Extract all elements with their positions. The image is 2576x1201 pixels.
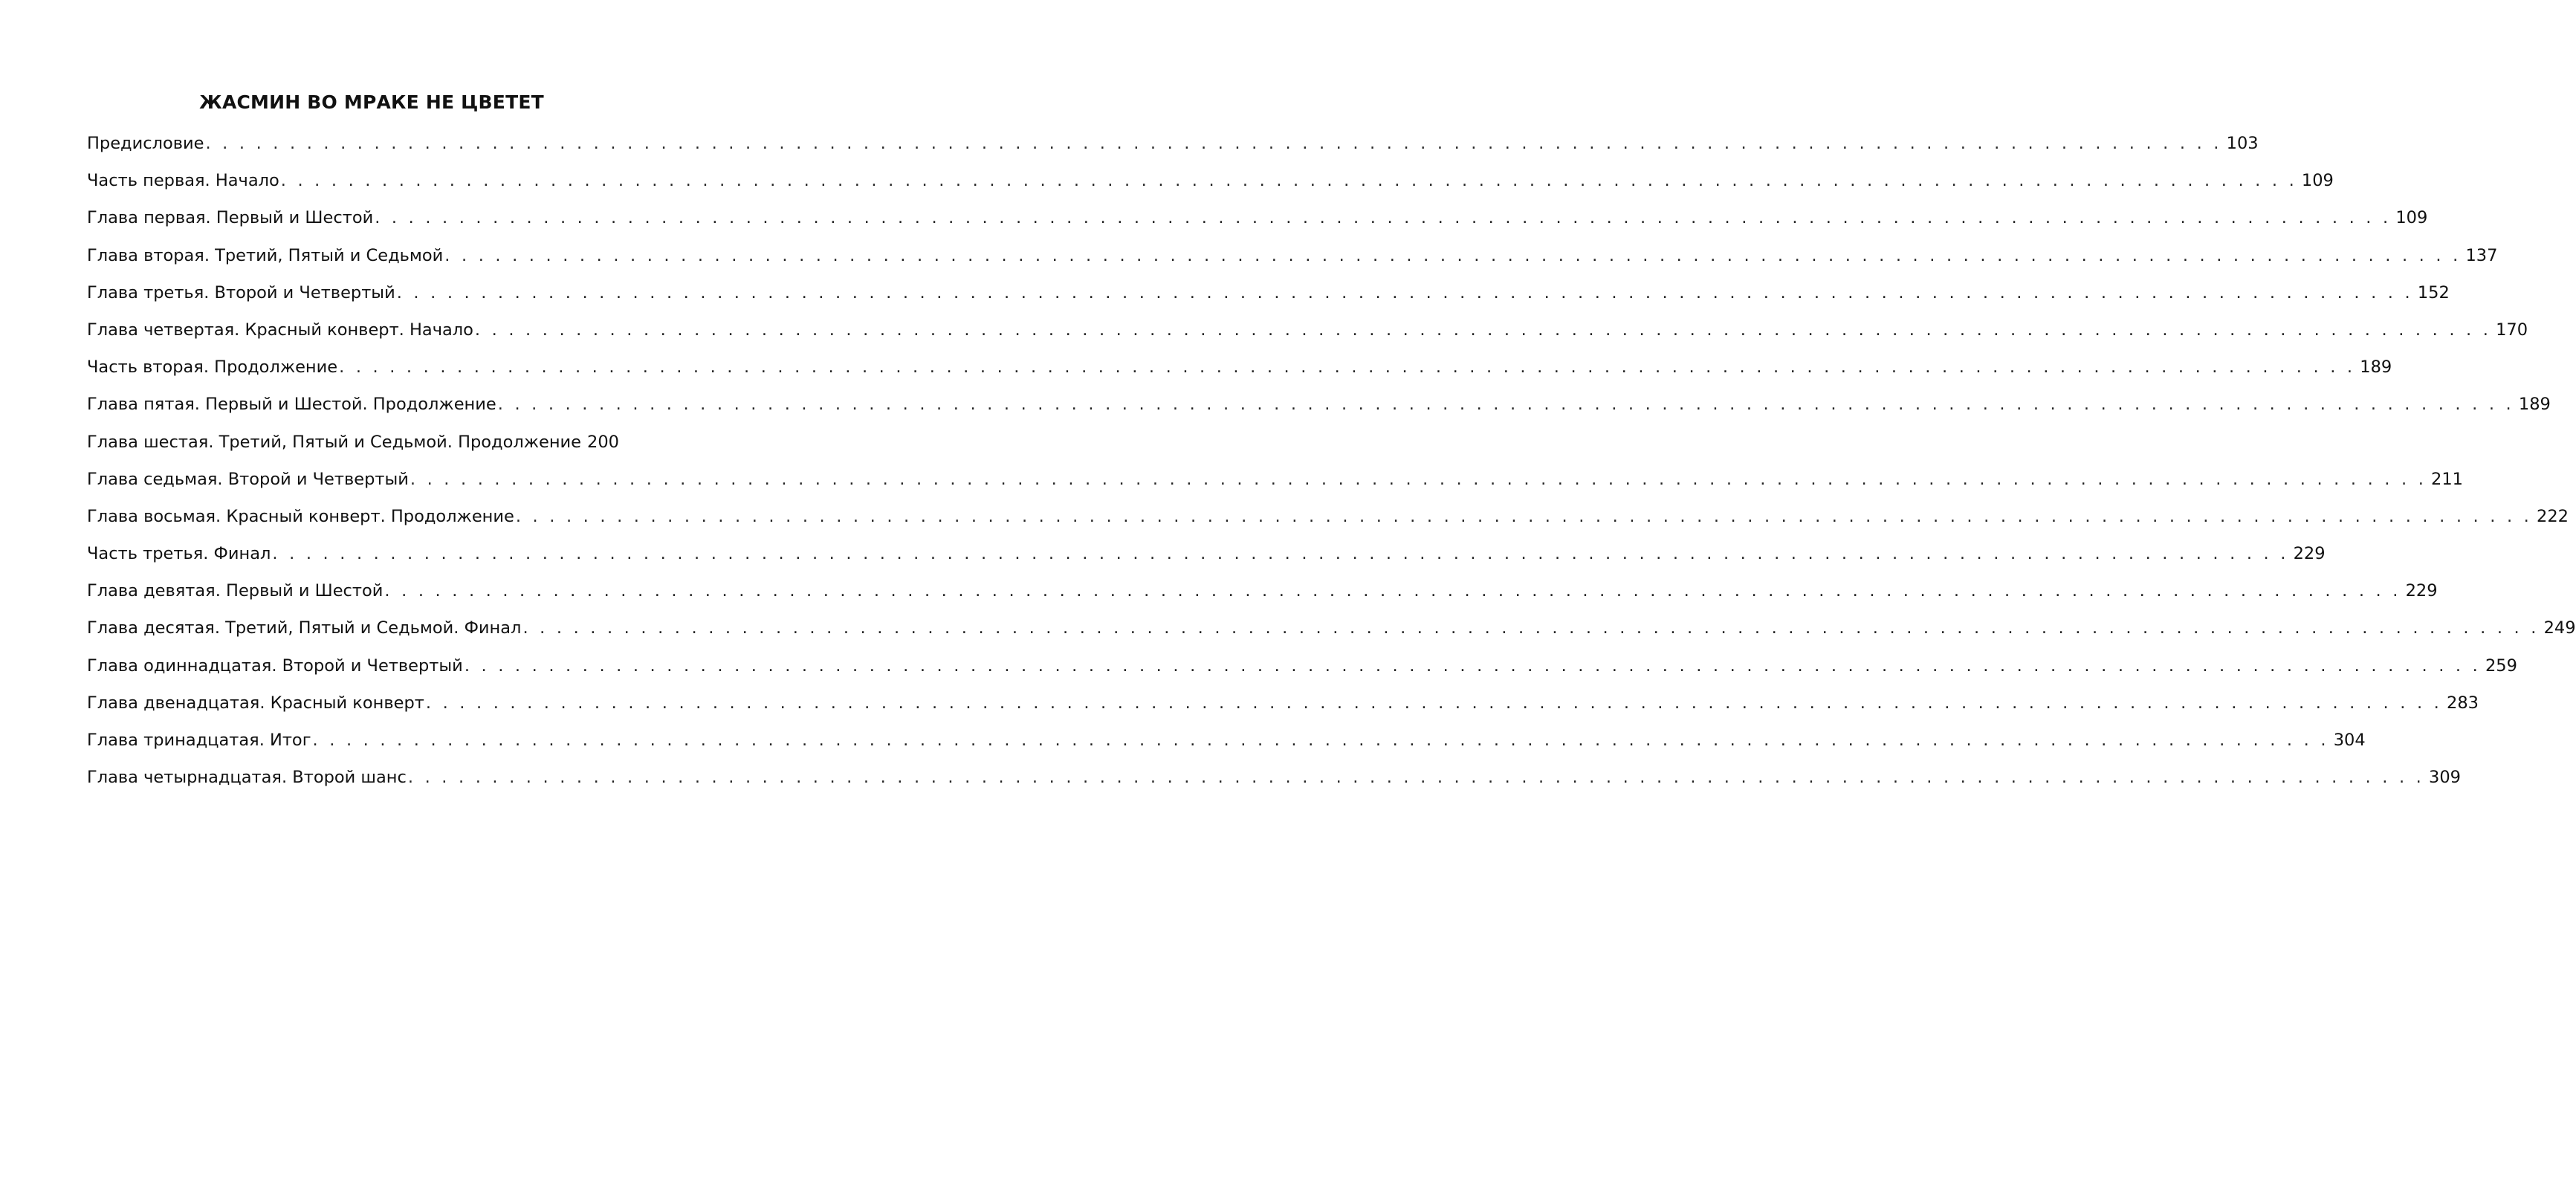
dot-leader: . . . . . . . . . . . . . . . . . . . . . . . . . . . . . . . . . . . . . . . . . . . . . . . . . . . . . . . . . . . . . . . . . . . . . . . . . . . . . . . . . . . . . . . . . . . . . . . . . . . . . . . . . . . . . . . . . . . . . . . . (410, 469, 2427, 489)
dot-leader: . . . . . . . . . . . . . . . . . . . . . . . . . . . . . . . . . . . . . . . . . . . . . . . . . . . . . . . . . . . . . . . . . . . . . . . . . . . . . . . . . . . . . . . . . . . . . . . . . . . . . . . . . . . . . . . . . . . . . . . . (375, 208, 2392, 228)
toc-entry-page: 109 (2301, 171, 2334, 191)
toc-entry (87, 162, 2334, 199)
toc-entry-label: Часть первая. Начало (87, 171, 279, 191)
toc-entry-page: 304 (2333, 731, 2366, 750)
dot-leader: . . . . . . . . . . . . . . . . . . . . . . . . . . . . . . . . . . . . . . . . . . . . . . . . . . . . . . . . . . . . . . . . . . . . . . . . . . . . . . . . . . . . . . . . . . . . . . . . . . . . . . . . . . . . . . . . . . . . . . . . (339, 357, 2356, 378)
toc-entry-page: 152 (2417, 282, 2450, 302)
toc-entry-page: 229 (2293, 544, 2326, 564)
toc-entry (87, 199, 2428, 236)
toc-entry-label: Глава восьмая. Красный конверт. Продолжение (87, 506, 514, 526)
toc-entry-page: 259 (2485, 655, 2517, 676)
dot-leader: . . . . . . . . . . . . . . . . . . . . . . . . . . . . . . . . . . . . . . . . . . . . . . . . . . . . . . . . . . . . . . . . . . . . . . . . . . . . . . . . . . . . . . . . . . . . . . . . . . . . . . . . . . . . . . . . . . . . . . . . (280, 171, 2297, 191)
toc-entry-label: Часть третья. Финал (87, 544, 271, 564)
toc-entry-label: Глава пятая. Первый и Шестой. Продолжение (87, 395, 496, 415)
toc-entry-label: Предисловие (87, 134, 204, 153)
toc-entry-label: Глава десятая. Третий, Пятый и Седьмой. Финал (87, 618, 522, 638)
toc-entry-label: Часть вторая. Продолжение (87, 357, 338, 378)
toc-entry (87, 572, 2438, 609)
toc-entry-label: Глава девятая. Первый и Шестой (87, 581, 384, 601)
toc-entry (87, 349, 2392, 386)
toc-entry (87, 311, 2528, 349)
toc-entry-label: Глава третья. Второй и Четвертый (87, 282, 395, 302)
toc-entry-page: 200 (587, 432, 619, 452)
toc-entry-label: Глава одиннадцатая. Второй и Четвертый (87, 655, 463, 676)
toc-entry (87, 498, 2569, 535)
toc-entry-page: 309 (2429, 768, 2461, 788)
toc-entry-label: Глава четырнадцатая. Второй шанс (87, 768, 407, 788)
dot-leader: . . . . . . . . . . . . . . . . . . . . . . . . . . . . . . . . . . . . . . . . . . . . . . . . . . . . . . . . . . . . . . . . . . . . . . . . . . . . . . . . . . . . . . . . . . . . . . . . . . . . . . . . . . . . . . . . . . . . . . . . (205, 134, 2222, 153)
toc-entry (87, 386, 2551, 423)
toc-entry-page: 211 (2431, 469, 2463, 489)
toc-entry-label: Глава первая. Первый и Шестой (87, 208, 374, 228)
dot-leader: . . . . . . . . . . . . . . . . . . . . . . . . . . . . . . . . . . . . . . . . . . . . . . . . . . . . . . . . . . . . . . . . . . . . . . . . . . . . . . . . . . . . . . . . . . . . . . . . . . . . . . . . . . . . . . . . . . . . . . . . (407, 768, 2425, 788)
toc-entry-page: 109 (2395, 208, 2428, 228)
toc-entry (87, 684, 2479, 722)
toc-entry (87, 274, 2450, 311)
dot-leader: . . . . . . . . . . . . . . . . . . . . . . . . . . . . . . . . . . . . . . . . . . . . . . . . . . . . . . . . . . . . . . . . . . . . . . . . . . . . . . . . . . . . . . . . . . . . . . . . . . . . . . . . . . . . . . . . . . . . . . . . (425, 693, 2443, 713)
dot-leader: . . . . . . . . . . . . . . . . . . . . . . . . . . . . . . . . . . . . . . . . . . . . . . . . . . . . . . . . . . . . . . . . . . . . . . . . . . . . . . . . . . . . . . . . . . . . . . . . . . . . . . . . . . . . . . . . . . . . . . . . (444, 245, 2462, 265)
toc-entry-page: 283 (2447, 693, 2479, 713)
toc-entry (87, 609, 2576, 647)
dot-leader: . . . . . . . . . . . . . . . . . . . . . . . . . . . . . . . . . . . . . . . . . . . . . . . . . . . . . . . . . . . . . . . . . . . . . . . . . . . . . . . . . . . . . . . . . . . . . . . . . . . . . . . . . . . . . . . . . . . . . . . . (474, 320, 2492, 340)
toc-entry-page: 189 (2518, 395, 2551, 415)
toc-entry-label: Глава шестая. Третий, Пятый и Седьмой. Продолжение (87, 432, 582, 452)
toc-entry-label: Глава седьмая. Второй и Четвертый (87, 469, 409, 489)
dot-leader: . . . . . . . . . . . . . . . . . . . . . . . . . . . . . . . . . . . . . . . . . . . . . . . . . . . . . . . . . . . . . . . . . . . . . . . . . . . . . . . . . . . . . . . . . . . . . . . . . . . . . . . . . . . . . . . . . . . . . . . . (464, 655, 2481, 676)
toc-entry-label: Глава вторая. Третий, Пятый и Седьмой (87, 245, 444, 265)
toc-entry (87, 722, 2366, 759)
toc-entry (87, 759, 2461, 796)
dot-leader: . . . . . . . . . . . . . . . . . . . . . . . . . . . . . . . . . . . . . . . . . . . . . . . . . . . . . . . . . . . . . . . . . . . . . . . . . . . . . . . . . . . . . . . . . . . . . . . . . . . . . . . . . . . . . . . . . . . . . . . . (515, 506, 2532, 526)
toc-entry-label: Глава четвертая. Красный конверт. Начало (87, 320, 473, 340)
dot-leader: . . . . . . . . . . . . . . . . . . . . . . . . . . . . . . . . . . . . . . . . . . . . . . . . . . . . . . . . . . . . . . . . . . . . . . . . . . . . . . . . . . . . . . . . . . . . . . . . . . . . . . . . . . . . . . . . . . . . . . . . (384, 581, 2401, 601)
toc-entry-page: 170 (2496, 320, 2528, 340)
toc-entry-page: 222 (2537, 506, 2569, 526)
toc-entry (87, 237, 2498, 274)
toc-entry (87, 125, 2259, 162)
dot-leader: . . . . . . . . . . . . . . . . . . . . . . . . . . . . . . . . . . . . . . . . . . . . . . . . . . . . . . . . . . . . . . . . . . . . . . . . . . . . . . . . . . . . . . . . . . . . . . . . . . . . . . . . . . . . . . . . . . . . . . . . (497, 395, 2514, 415)
toc-entry-label: Глава двенадцатая. Красный конверт (87, 693, 424, 713)
toc-entry (87, 424, 619, 461)
toc-entry (87, 647, 2517, 684)
dot-leader: . . . . . . . . . . . . . . . . . . . . . . . . . . . . . . . . . . . . . . . . . . . . . . . . . . . . . . . . . . . . . . . . . . . . . . . . . . . . . . . . . . . . . . . . . . . . . . . . . . . . . . . . . . . . . . . . . . . . . . . . (396, 282, 2413, 302)
toc-title: ЖАСМИН ВО МРАКЕ НЕ ЦВЕТЕТ (199, 91, 544, 113)
toc-entry-label: Глава тринадцатая. Итог (87, 731, 311, 750)
dot-leader: . . . . . . . . . . . . . . . . . . . . . . . . . . . . . . . . . . . . . . . . . . . . . . . . . . . . . . . . . . . . . . . . . . . . . . . . . . . . . . . . . . . . . . . . . . . . . . . . . . . . . . . . . . . . . . . . . . . . . . . . (522, 618, 2540, 638)
dot-leader: . . . . . . . . . . . . . . . . . . . . . . . . . . . . . . . . . . . . . . . . . . . . . . . . . . . . . . . . . . . . . . . . . . . . . . . . . . . . . . . . . . . . . . . . . . . . . . . . . . . . . . . . . . . . . . . . . . . . . . . . (312, 731, 2329, 750)
toc-entry (87, 535, 2326, 572)
toc-entry-page: 189 (2360, 357, 2392, 378)
toc-entry-page: 229 (2405, 581, 2438, 601)
table-of-contents (87, 125, 2576, 796)
toc-entry (87, 461, 2463, 498)
dot-leader: . . . . . . . . . . . . . . . . . . . . . . . . . . . . . . . . . . . . . . . . . . . . . . . . . . . . . . . . . . . . . . . . . . . . . . . . . . . . . . . . . . . . . . . . . . . . . . . . . . . . . . . . . . . . . . . . . . . . . . . . (272, 544, 2289, 564)
toc-entry-page: 103 (2226, 134, 2259, 153)
toc-entry-page: 249 (2543, 618, 2576, 638)
toc-entry-page: 137 (2465, 245, 2498, 265)
